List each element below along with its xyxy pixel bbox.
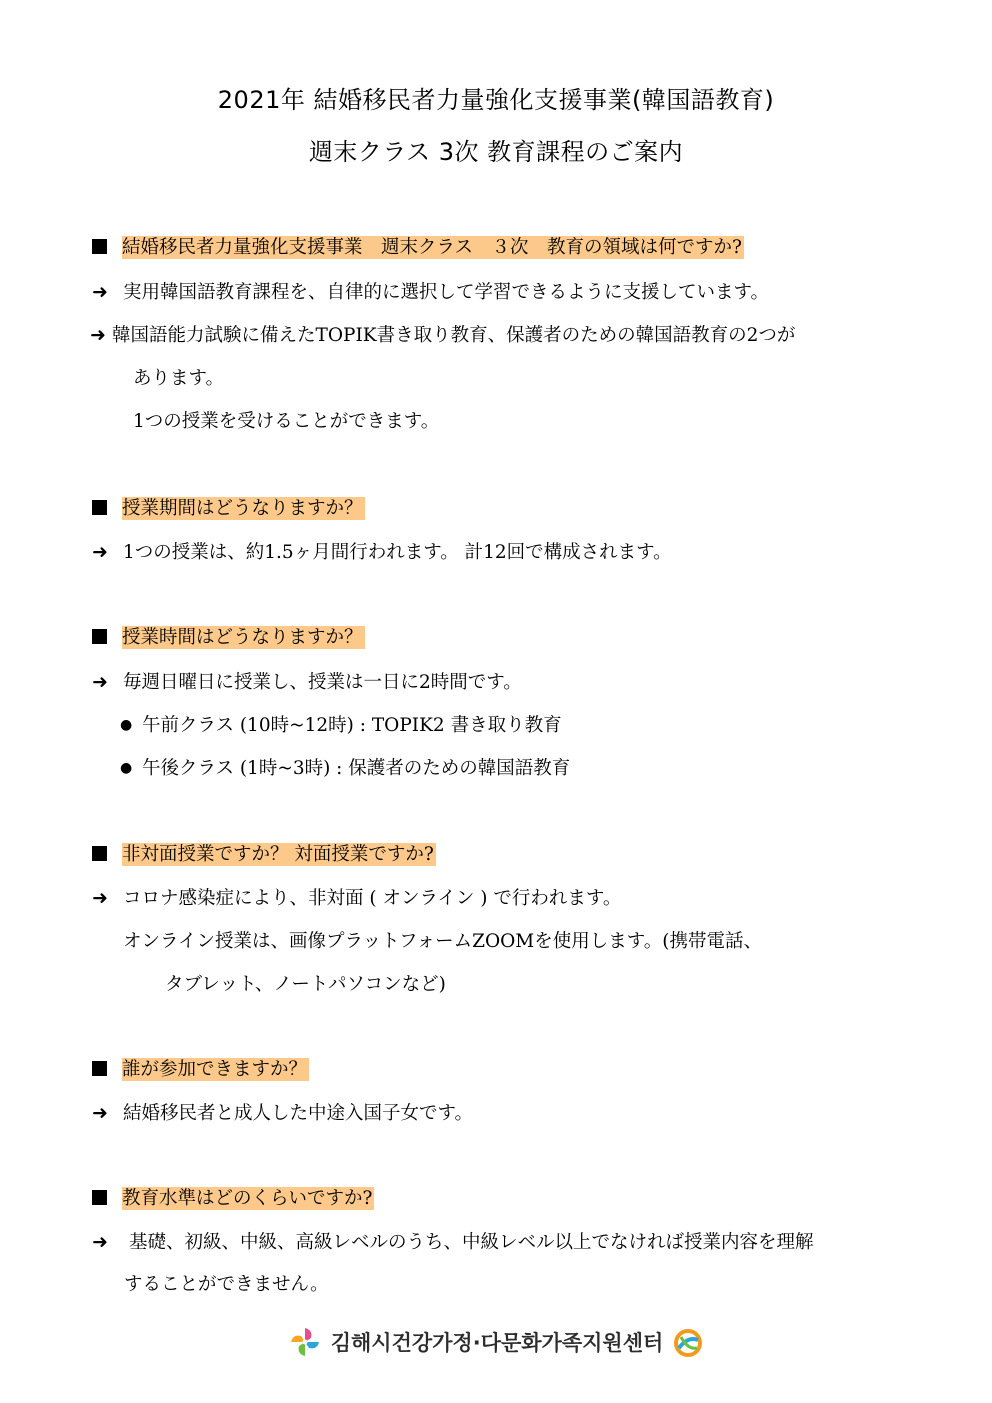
answer-line (90, 322, 795, 349)
document-title: 2021年 結婚移民者力量強化支援事業(韓国語教育) (217, 86, 775, 114)
family-logo-icon (671, 1328, 705, 1358)
square-bullet-icon (92, 846, 107, 861)
answer-line: タブレット、ノートパソコンなど) (165, 974, 446, 995)
arrow-icon: ➜ (92, 541, 108, 563)
answer-line: 1つの授業を受けることができます。 (133, 411, 440, 432)
answer-text: 1つの授業は、約1.5ヶ月間行われます。 計12回で構成されます。 (123, 542, 672, 563)
arrow-icon: ➜ (90, 324, 106, 346)
answer-line: オンライン授業は、画像プラットフォームZOOMを使用します。(携帯電話、 (123, 931, 762, 952)
answer-line (92, 279, 769, 306)
arrow-icon: ➜ (92, 887, 108, 909)
answer-text: 実用韓国語教育課程を、自律的に選択して学習できるように支援しています。 (123, 282, 770, 303)
answer-text: 結婚移民者と成人した中途入国子女です。 (123, 1103, 474, 1124)
arrow-icon: ➜ (92, 1231, 108, 1253)
dot-bullet-icon: ● (120, 760, 133, 776)
list-item (120, 755, 570, 782)
answer-line: あります。 (133, 368, 225, 389)
answer-line (92, 669, 522, 696)
list-item (120, 712, 562, 739)
document-subtitle: 週末クラス 3次 教育課程のご案内 (308, 138, 684, 166)
section-heading (92, 842, 436, 868)
answer-line (92, 885, 621, 912)
section-heading-text: 非対面授業ですか？ 対面授業ですか? (122, 844, 434, 865)
section-heading (92, 625, 365, 651)
section-heading (92, 235, 744, 261)
dot-bullet-icon: ● (120, 717, 133, 733)
square-bullet-icon (92, 629, 107, 644)
square-bullet-icon (92, 239, 107, 254)
arrow-icon: ➜ (92, 671, 108, 693)
answer-text: 毎週日曜日に授業し、授業は一日に2時間です。 (123, 672, 522, 693)
square-bullet-icon (92, 1061, 107, 1076)
section-heading-text: 誰が参加できますか？ (122, 1059, 308, 1080)
arrow-icon: ➜ (92, 281, 108, 303)
pinwheel-logo-icon (287, 1326, 323, 1358)
answer-text: 基礎、初級、中級、高級レベルのうち、中級レベル以上でなければ授業内容を理解 (129, 1232, 814, 1253)
section-heading (92, 1186, 374, 1212)
square-bullet-icon (92, 500, 107, 515)
answer-line (92, 539, 672, 566)
answer-text: コロナ感染症により、非対面 ( オンライン ) で行われます。 (123, 888, 622, 909)
square-bullet-icon (92, 1190, 107, 1205)
answer-text: 韓国語能力試験に備えたTOPIK書き取り教育、保護者のための韓国語教育の2つが (112, 325, 796, 346)
list-item-text: 午後クラス (1時~3時) : 保護者のための韓国語教育 (142, 758, 571, 779)
section-heading (92, 1057, 309, 1083)
section-heading (92, 496, 365, 522)
answer-line: することができません。 (124, 1274, 329, 1295)
answer-line (92, 1100, 473, 1127)
list-item-text: 午前クラス (10時~12時) : TOPIK2 書き取り教育 (142, 715, 562, 736)
section-heading-text: 結婚移民者力量強化支援事業 週末クラス ３次 教育の領域は何ですか? (122, 237, 742, 258)
arrow-icon: ➜ (92, 1102, 108, 1124)
footer-org (0, 1326, 992, 1358)
org-name: 김해시건강가정·다문화가족지원센터 (330, 1331, 664, 1355)
answer-line (92, 1229, 814, 1256)
section-heading-text: 授業期間はどうなりますか？ (122, 498, 363, 519)
section-heading-text: 教育水準はどのくらいですか? (122, 1188, 373, 1209)
section-heading-text: 授業時間はどうなりますか？ (122, 627, 363, 648)
